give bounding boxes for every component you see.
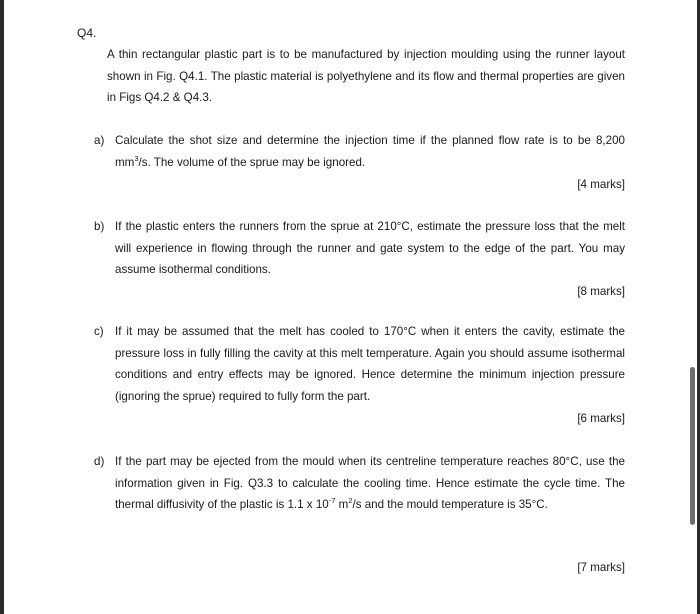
scrollbar-thumb[interactable] xyxy=(690,367,695,525)
part-d-label: d) xyxy=(94,455,105,468)
part-a-text: Calculate the shot size and determine the injection time if the planned flow rate is to be 8,200 $mm^3/s$. The volume of the sprue may be ignored. xyxy=(115,134,625,169)
part-d-text: If the part may be ejected from the mould when its centreline temperature reaches 80°C, use the information given in Fig. Q3.3 to calculate the cooling time. Hence estimate the cycle time. The thermal diffusivity of the plastic is 1.1 x $10^{-7}$ $m^2/s$ and the mould temperature is 35°C. xyxy=(115,455,625,511)
left-window-edge xyxy=(0,0,4,614)
part-c xyxy=(94,321,625,407)
part-c-marks: [6 marks] xyxy=(577,412,625,425)
part-b-text: If the plastic enters the runners from the sprue at 210°C, estimate the pressure loss that the melt will experience in flowing through the runner and gate system to the edge of the part. You may assume isothermal conditions. xyxy=(115,220,625,276)
part-d xyxy=(94,451,625,516)
question-intro: A thin rectangular plastic part is to be manufactured by injection moulding using the runner layout shown in Fig. Q4.1. The plastic material is polyethylene and its flow and thermal properties are given in Figs Q4.2 & Q4.3. xyxy=(107,48,625,104)
part-b xyxy=(94,216,625,281)
part-d-marks: [7 marks] xyxy=(577,561,625,574)
part-a-label: a) xyxy=(94,134,105,147)
part-b-label: b) xyxy=(94,220,105,233)
question-number: Q4. xyxy=(77,26,97,40)
part-a-marks: [4 marks] xyxy=(577,178,625,191)
part-b-marks: [8 marks] xyxy=(577,285,625,298)
part-c-text: If it may be assumed that the melt has cooled to 170°C when it enters the cavity, estimate the pressure loss in fully filling the cavity at this melt temperature. Again you should assume isothermal conditions and entry effects may be ignored. Hence determine the minimum injection pressure (ignoring the sprue) required to fully form the part. xyxy=(115,325,625,403)
part-c-label: c) xyxy=(94,325,104,338)
part-a xyxy=(94,130,625,173)
